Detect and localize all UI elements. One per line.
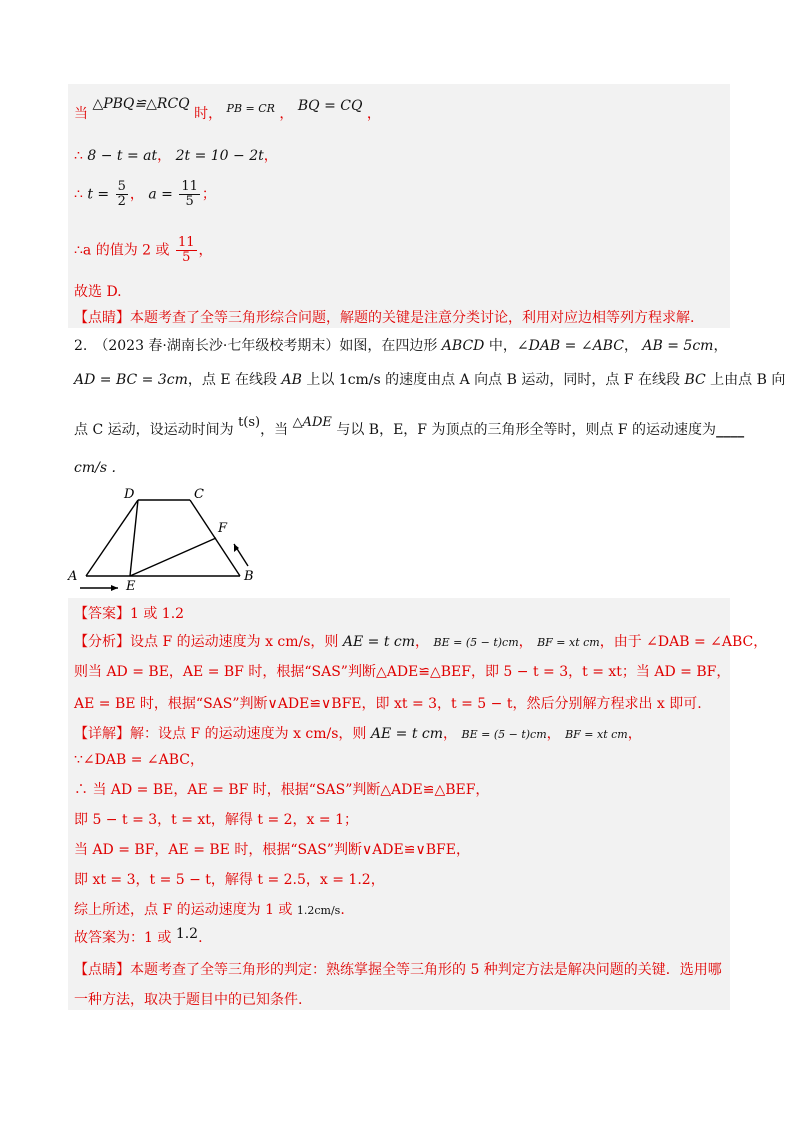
label-b: B	[244, 569, 254, 584]
solution-line-5: 故选 D.	[74, 284, 122, 300]
detail-line-5: 当 AD = BF，AE = BE 时，根据“SAS”判断∨ADE≌∨BFE，	[74, 842, 470, 858]
solution-note: 【点睛】本题考查了全等三角形综合问题，解题的关键是注意分类讨论，利用对应边相等列方程求解.	[74, 310, 695, 326]
solution-line-1: 当 △PBQ≌△RCQ 时， $^{PB = CR}$ ， BQ = CQ ，	[74, 96, 381, 122]
detail-line-8: 故答案为：1 或 1.2.	[74, 926, 203, 946]
quadrilateral-figure	[66, 486, 276, 596]
note-line-2: 一种方法，取决于题目中的已知条件.	[74, 992, 303, 1008]
label-e: E	[126, 579, 136, 594]
analysis-line-1: 【分析】设点 F 的运动速度为 x cm/s，则 AE = t cm， BE = (5 − t)cm， BF = xt cm，由于 ∠DAB = ∠ABC，	[74, 634, 768, 650]
detail-line-1: 【详解】解：设点 F 的运动速度为 x cm/s，则 AE = t cm， BE = (5 − t)cm， BF = xt cm，	[74, 726, 642, 742]
arrow-e-head	[111, 585, 118, 591]
label-a: A	[68, 569, 78, 584]
solution-line-2: ∴ 8 − t = at， 2t = 10 − 2t，	[74, 148, 278, 164]
detail-line-2: ∵∠DAB = ∠ABC，	[74, 752, 204, 768]
segment-de	[130, 500, 138, 576]
detail-line-6: 即 xt = 3，t = 5 − t，解得 t = 2.5，x = 1.2，	[74, 872, 385, 888]
segment-ef	[130, 538, 216, 576]
question-line-3: 点 C 运动，设运动时间为 t(s)，当 △ADE 与以 B，E，F 为顶点的三角形全等时，则点 F 的运动速度为____	[74, 415, 745, 438]
note-line-1: 【点睛】本题考查了全等三角形的判定：熟练掌握全等三角形的 5 种判定方法是解决问题的关键．选用哪	[74, 962, 722, 978]
fraction: $\frac{11}{5}$	[177, 235, 195, 265]
label-c: C	[194, 487, 204, 502]
analysis-line-2: 则当 AD = BE，AE = BF 时，根据“SAS”判断△ADE≌△BEF，即 5 − t = 3，t = xt；当 AD = BF，	[74, 664, 731, 680]
fraction: $\frac{11}{5}$	[181, 179, 198, 209]
detail-line-7: 综上所述，点 F 的运动速度为 1 或 1.2cm/s.	[74, 902, 345, 918]
detail-line-4: 即 5 − t = 3，t = xt，解得 t = 2，x = 1；	[74, 812, 358, 828]
label-f: F	[218, 521, 228, 536]
solution-line-3: ∴ t = $\frac{5}{2}$ ， a = $\frac{11}{5}$ ；	[74, 179, 216, 209]
fraction: $\frac{5}{2}$	[117, 179, 126, 209]
analysis-line-3: AE = BE 时，根据“SAS”判断∨ADE≌∨BFE，即 xt = 3，t = 5 − t，然后分别解方程求出 x 即可.	[74, 696, 702, 712]
question-line-4: cm/s .	[74, 460, 116, 476]
answer-panel	[68, 598, 730, 1010]
question-line-1: 2. （2023 春·湖南长沙·七年级校考期末）如图，在四边形 ABCD 中，∠DAB = ∠ABC， AB = 5cm，	[74, 338, 728, 354]
question-line-2: AD = BC = 3cm，点 E 在线段 AB 上以 1cm/s 的速度由点 A 向点 B 运动，同时，点 F 在线段 BC 上由点 B 向	[74, 372, 786, 388]
segment-ad	[86, 500, 138, 576]
solution-line-4: ∴a 的值为 2 或 $\frac{11}{5}$ ，	[74, 235, 213, 265]
answer-line: 【答案】1 或 1.2	[74, 606, 185, 622]
detail-line-3: ∴ 当 AD = BE，AE = BF 时，根据“SAS”判断△ADE≌△BEF，	[74, 782, 490, 798]
label-d: D	[124, 487, 135, 502]
